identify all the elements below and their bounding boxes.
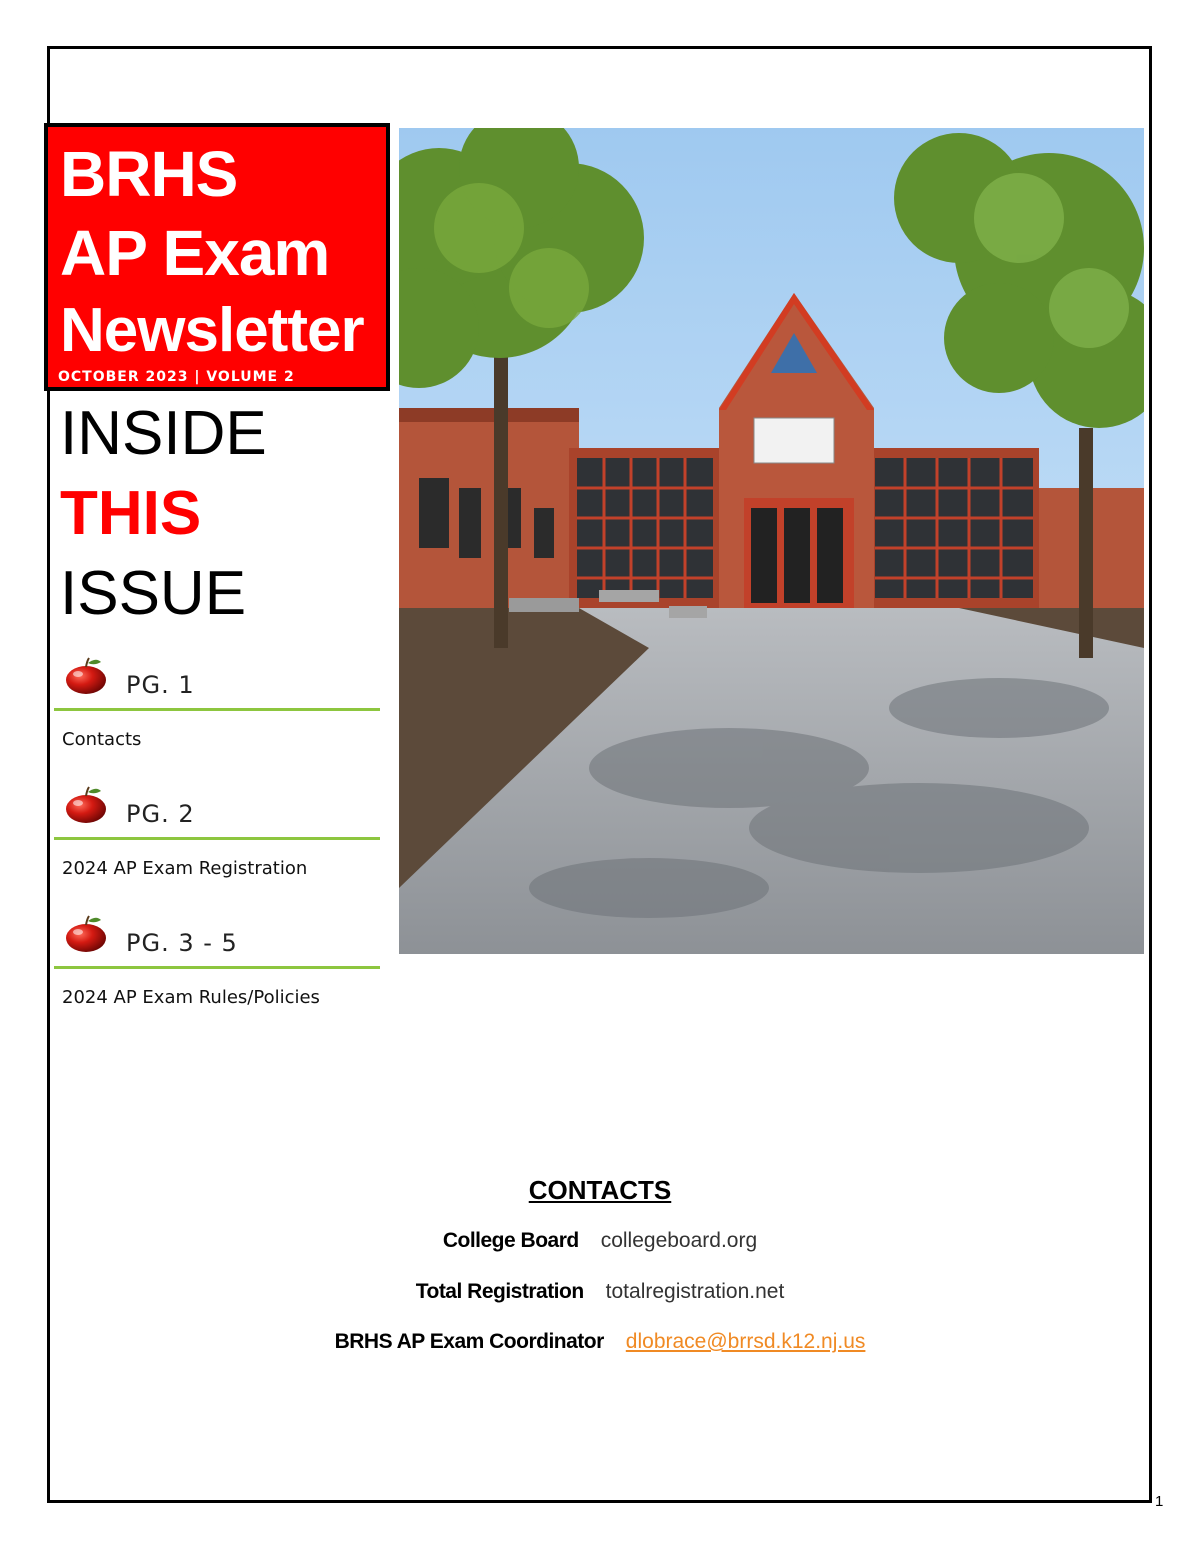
contact-label: BRHS AP Exam Coordinator — [334, 1330, 604, 1353]
contact-row — [0, 1330, 1200, 1354]
contact-label: College Board — [442, 1229, 579, 1252]
apple-icon — [64, 657, 108, 695]
apple-icon — [64, 786, 108, 824]
contact-row — [0, 1280, 1200, 1304]
inside-heading-1: INSIDE — [60, 399, 267, 468]
masthead — [44, 123, 390, 391]
school-building-photo — [399, 128, 1144, 954]
inside-heading-3: ISSUE — [60, 559, 247, 628]
toc-page-label: PG. 3 - 5 — [126, 929, 238, 957]
masthead-title-line-3: Newsletter — [60, 296, 364, 365]
page-number: 1 — [1155, 1493, 1164, 1510]
toc-description: 2024 AP Exam Rules/Policies — [62, 987, 320, 1008]
contacts-heading: CONTACTS — [528, 1175, 672, 1205]
coordinator-email-link[interactable]: dlobrace@brrsd.k12.nj.us — [625, 1330, 866, 1353]
toc-page-label: PG. 1 — [126, 671, 195, 699]
toc-description: 2024 AP Exam Registration — [62, 858, 308, 879]
toc-entry[interactable] — [54, 784, 380, 840]
toc-entry[interactable] — [54, 913, 380, 969]
apple-icon — [64, 915, 108, 953]
masthead-title-line-2: AP Exam — [60, 217, 330, 289]
toc-description: Contacts — [62, 729, 142, 750]
toc-entry[interactable] — [54, 655, 380, 711]
issue-date: OCTOBER 2023 | VOLUME 2 — [58, 369, 295, 385]
contact-value: totalregistration.net — [605, 1280, 785, 1303]
contact-value: collegeboard.org — [600, 1229, 758, 1252]
inside-heading-2: THIS — [60, 479, 202, 548]
contact-label: Total Registration — [415, 1280, 584, 1303]
masthead-title-line-1: BRHS — [60, 138, 238, 210]
contact-row — [0, 1229, 1200, 1253]
toc-page-label: PG. 2 — [126, 800, 195, 828]
